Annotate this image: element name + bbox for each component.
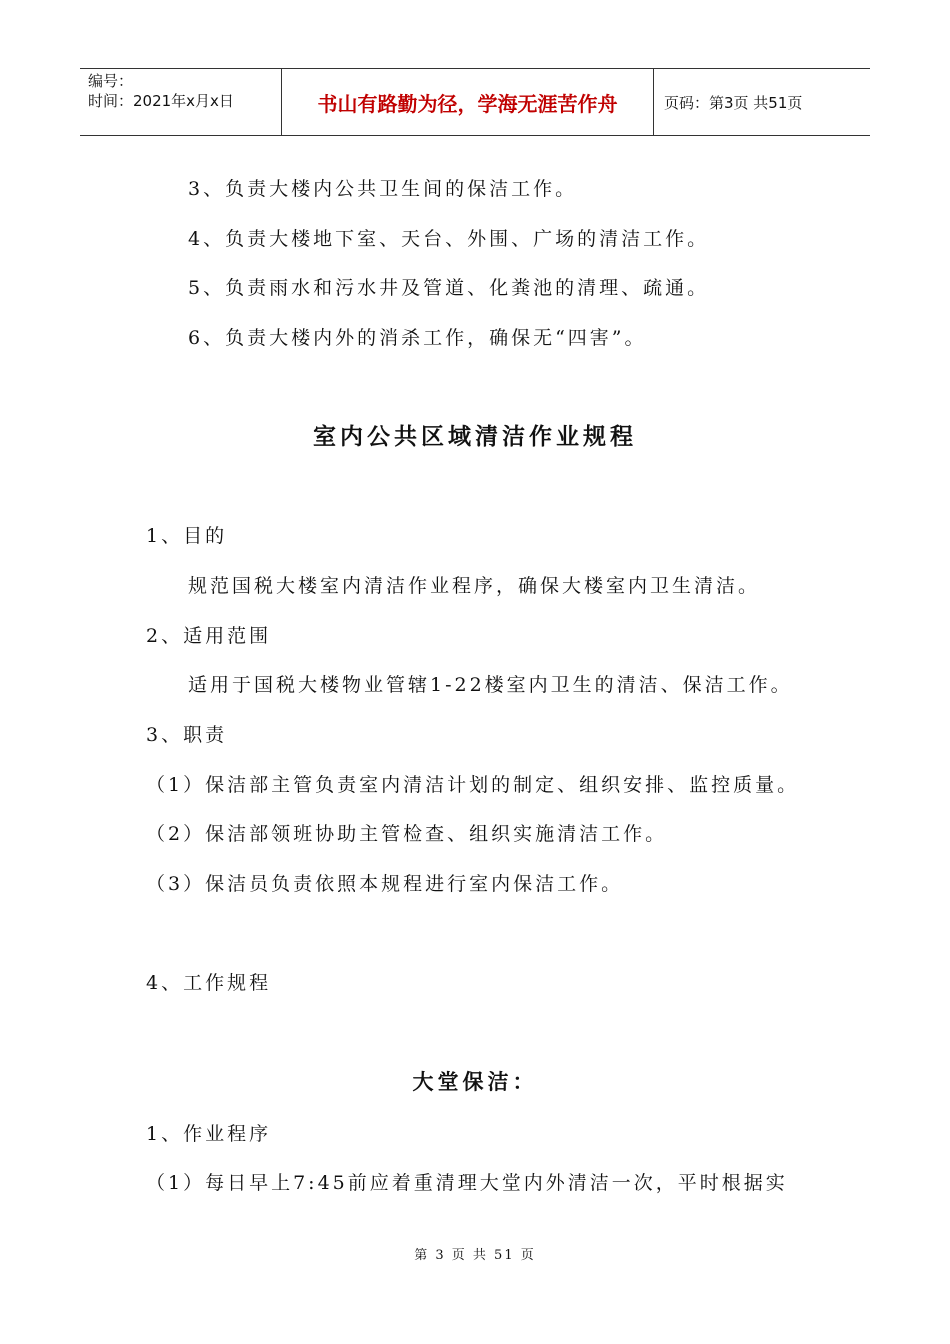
duty-item: （3）保洁员负责依照本规程进行室内保洁工作。 [146, 873, 624, 895]
intro-item: 3、负责大楼内公共卫生间的保洁工作。 [188, 178, 578, 200]
purpose-heading: 1、目的 [146, 525, 228, 547]
duties-heading: 3、职责 [146, 724, 228, 746]
lobby-step-text: （1）每日早上7:45前应着重清理大堂内外清洁一次，平时根据实 [146, 1172, 788, 1194]
page-footer: 第 3 页 共 51 页 [414, 1248, 536, 1263]
intro-item: 6、负责大楼内外的消杀工作，确保无“四害”。 [188, 327, 647, 349]
scope-heading: 2、适用范围 [146, 625, 272, 647]
header-motto-text: 书山有路勤为径，学海无涯苦作舟 [317, 91, 618, 116]
purpose-text: 规范国税大楼室内清洁作业程序，确保大楼室内卫生清洁。 [188, 575, 761, 597]
header-page-info-text: 页码：第3页 共51页 [664, 93, 803, 112]
header-meta [80, 69, 282, 135]
intro-item: 4、负责大楼地下室、天台、外围、广场的清洁工作。 [188, 228, 710, 250]
lobby-step-heading: 1、作业程序 [146, 1123, 272, 1145]
procedure-heading: 4、工作规程 [146, 972, 272, 994]
duty-item: （1）保洁部主管负责室内清洁计划的制定、组织安排、监控质量。 [146, 774, 800, 796]
page-header [80, 68, 870, 136]
header-time-label: 时间：2021年x月x日 [88, 92, 234, 110]
header-number-label: 编号： [88, 72, 134, 90]
header-motto [282, 69, 654, 135]
lobby-title: 大堂保洁： [412, 1069, 538, 1094]
header-page-info [654, 69, 870, 135]
section-title: 室内公共区域清洁作业规程 [313, 423, 637, 450]
scope-text: 适用于国税大楼物业管辖1-22楼室内卫生的清洁、保洁工作。 [188, 674, 793, 696]
intro-item: 5、负责雨水和污水井及管道、化粪池的清理、疏通。 [188, 277, 710, 299]
duty-item: （2）保洁部领班协助主管检查、组织实施清洁工作。 [146, 823, 668, 845]
